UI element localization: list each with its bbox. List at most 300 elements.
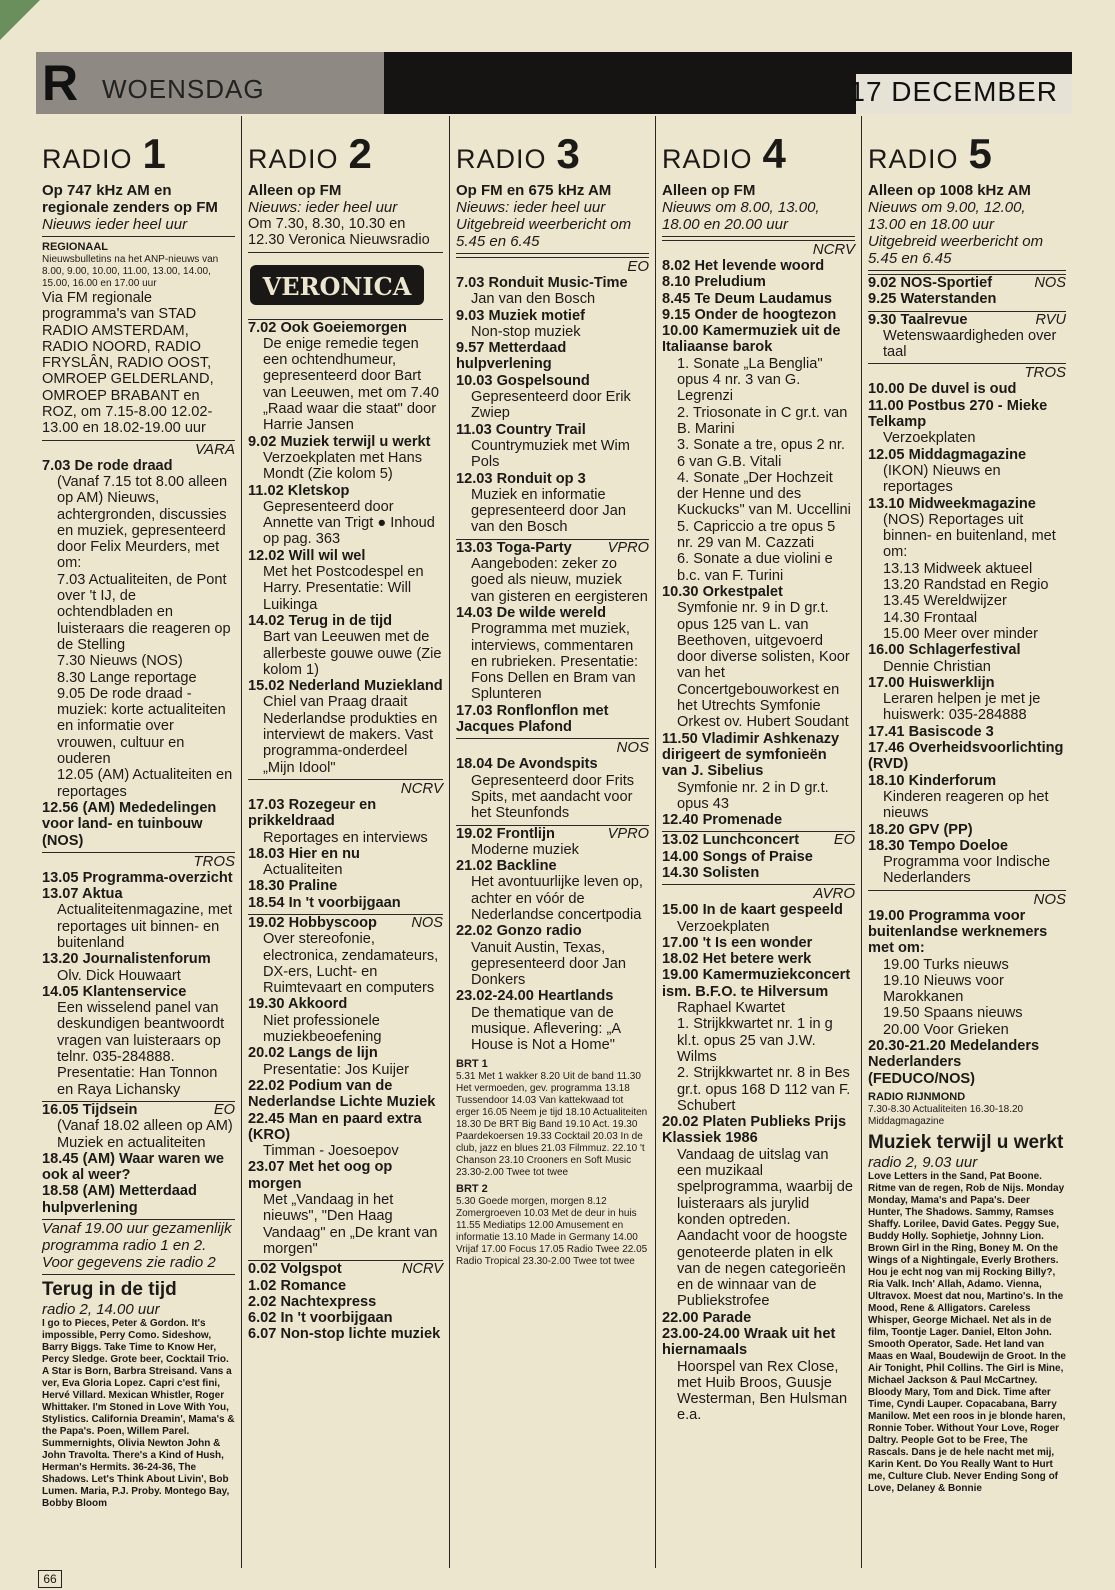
broadcaster-label: NOS bbox=[456, 738, 649, 756]
program-entry bbox=[248, 797, 443, 846]
program-entry bbox=[868, 642, 1066, 675]
program-description: Met „Vandaag in het nieuws", "Den Haag Vandaag" en „De krant van morgen" bbox=[263, 1192, 438, 1257]
program-entry bbox=[456, 858, 649, 923]
program-title: 9.02 Muziek terwijl u werkt bbox=[248, 433, 431, 450]
date-label: 17 DECEMBER bbox=[849, 76, 1058, 107]
program-title: 1.02 Romance bbox=[248, 1277, 347, 1294]
program-title: 14.05 Klantenservice bbox=[42, 983, 187, 1000]
program-description: (NOS) Reportages uit binnen- en buitenland, met om: bbox=[883, 511, 1056, 561]
program-title-row bbox=[868, 275, 1066, 291]
program-entry bbox=[456, 923, 649, 988]
broadcaster-label: TROS bbox=[42, 852, 235, 870]
program-entry bbox=[868, 447, 1066, 496]
regionaal-text: Via FM regionale programma's van STAD RADIO AMSTERDAM, RADIO NOORD, RADIO FRYSLÂN, RADIO OOST, OMROEP GELDERLAND, OMROEP BRABANT en ROZ, om 7.15-8.00 12.02-13.00 en 18.02-19.00 uur bbox=[42, 290, 214, 437]
program-title: 17.00 't Is een wonder bbox=[662, 934, 813, 951]
program-title: 12.40 Promenade bbox=[662, 812, 783, 829]
program-title: 2.02 Nachtexpress bbox=[248, 1293, 377, 1310]
program-description: De enige remedie tegen een ochtendhumeur, gepresenteerd door Bart van Leeuwen, met om 7.40 „Raad waar die staat" door Harrie Jansen bbox=[263, 335, 440, 434]
program-entry bbox=[662, 1310, 855, 1326]
program-title: 17.03 Ronflonflon met Jacques Plafond bbox=[456, 702, 609, 736]
program-entry bbox=[248, 613, 443, 678]
program-entry bbox=[248, 1261, 443, 1277]
news-note: Om 7.30, 8.30, 10.30 en 12.30 Veronica Nieuwsradio bbox=[248, 216, 430, 249]
program-entry bbox=[662, 935, 855, 951]
program-title: 22.02 Podium van de Nederlandse Lichte Muziek bbox=[248, 1077, 436, 1111]
radio-title-number: 2 bbox=[348, 130, 372, 177]
program-description: Olv. Dick Houwaart bbox=[57, 967, 181, 984]
program-description: Met het Postcodespel en Harry. Presentatie: Will Luikinga bbox=[263, 564, 424, 613]
program-description: Leraren helpen je met je huiswerk: 035-284888 bbox=[883, 691, 1041, 724]
program-description: Verzoekplaten met Hans Mondt (Zie kolom 5) bbox=[263, 449, 422, 483]
broadcaster-label: TROS bbox=[868, 363, 1066, 381]
radio-title-word: RADIO bbox=[42, 144, 133, 174]
program-title: 11.02 Kletskop bbox=[248, 482, 350, 499]
radio-logo-letter: R bbox=[42, 55, 79, 111]
program-entry bbox=[42, 670, 235, 686]
program-title: 18.30 Praline bbox=[248, 878, 338, 895]
frequency-info: Alleen op FM bbox=[248, 182, 342, 199]
program-entry bbox=[662, 1114, 855, 1310]
program-description: Programma voor Indische Nederlanders bbox=[883, 854, 1051, 887]
program-title: 18.20 GPV (PP) bbox=[868, 821, 973, 838]
program-entry bbox=[868, 496, 1066, 561]
column-radio-1 bbox=[36, 116, 242, 1568]
program-entry bbox=[662, 865, 855, 881]
program-entry bbox=[456, 703, 649, 736]
program-description: Raphael Kwartet 1. Strijkkwartet nr. 1 in g kl.t. opus 25 van J.W. Wilms 2. Strijkkwartet nr. 8 in Bes gr.t. opus 168 D 112 van F. Schubert bbox=[677, 1000, 851, 1114]
program-description: 19.00 Turks nieuws 19.10 Nieuws voor Marokkanen 19.50 Spaans nieuws 20.00 Voor Grieken bbox=[883, 956, 1023, 1038]
program-entry bbox=[868, 838, 1066, 887]
program-entry bbox=[868, 908, 1066, 1038]
broadcaster-tag: EO bbox=[213, 1101, 235, 1118]
program-description: 9.05 De rode draad - muziek: korte actualiteiten en informatie over vrouwen, cultuur en ouderen bbox=[57, 685, 226, 768]
program-title: 19.02 Hobbyscoop bbox=[248, 914, 377, 931]
program-description: Reportages en interviews bbox=[263, 829, 428, 846]
program-description: Gepresenteerd door Frits Spits, met aandacht voor het Steunfonds bbox=[471, 772, 635, 822]
playlist-title: Terug in de tijd bbox=[42, 1279, 177, 1301]
program-title: 12.05 Middagmagazine bbox=[868, 446, 1027, 463]
joint-program-note: Vanaf 19.00 uur gezamenlijk programma radio 1 en 2. Voor gegevens zie radio 2 bbox=[42, 1219, 235, 1275]
program-description: (IKON) Nieuws en reportages bbox=[883, 462, 1001, 496]
broadcaster-tag: EO bbox=[833, 832, 855, 849]
news-info: Nieuws: ieder heel uur bbox=[248, 199, 398, 216]
program-title: 12.56 (AM) Mededelingen voor land- en tuinbouw (NOS) bbox=[42, 799, 217, 849]
program-title-row bbox=[248, 915, 443, 931]
station-info bbox=[248, 182, 443, 253]
radio-title bbox=[662, 116, 855, 180]
program-title: 18.02 Het betere werk bbox=[662, 951, 812, 968]
program-description: Een wisselend panel van deskundigen beantwoordt vragen van luisteraars op telnr. 035-284888. Presentatie: Han Tonnon en Raya Lichansky bbox=[57, 1000, 225, 1098]
program-entry bbox=[868, 312, 1066, 361]
program-title: 10.00 De duvel is oud bbox=[868, 381, 1017, 398]
page-header bbox=[36, 52, 1072, 114]
frequency-info: Alleen op 1008 kHz AM bbox=[868, 182, 1031, 199]
program-description: 7.03 Actualiteiten, de Pont over 't IJ, de ochtendbladen en luisteraars die reageren op de Stelling bbox=[57, 571, 231, 653]
program-title: 9.02 NOS-Sportief bbox=[868, 275, 993, 291]
news-info: Nieuws om 9.00, 12.00, 13.00 en 18.00 uur Uitgebreid weerbericht om 5.45 en 6.45 bbox=[868, 199, 1044, 267]
program-title: 18.54 In 't voorbijgaan bbox=[248, 894, 401, 911]
program-description: Vanuit Austin, Texas, gepresenteerd door Jan Donkers bbox=[471, 939, 626, 989]
program-title: 18.03 Hier en nu bbox=[248, 845, 360, 862]
program-title: 10.00 Kamermuziek uit de Italiaanse barok bbox=[662, 323, 841, 356]
program-entry bbox=[248, 1111, 443, 1160]
program-entry bbox=[248, 434, 443, 483]
program-title: 22.02 Gonzo radio bbox=[456, 923, 582, 940]
station-info bbox=[868, 182, 1066, 271]
program-title: 19.02 Frontlijn bbox=[456, 825, 555, 842]
program-title: 6.07 Non-stop lichte muziek bbox=[248, 1326, 441, 1343]
program-title: 11.50 Vladimir Ashkenazy dirigeert de symfonieën van J. Sibelius bbox=[662, 730, 840, 780]
program-description: Bart van Leeuwen met de allerbeste gouwe ouwe (Zie kolom 1) bbox=[263, 629, 442, 678]
brt2-schedule: 5.30 Goede morgen, morgen 8.12 Zomergroeven 10.03 Met de deur in huis 11.55 Mediatips 12.00 Amusement en informatie 13.10 Made in Germany 14.00 Vrijaf 17.00 Focus 17.05 Radio Twee 22.05 Radio Tropical 23.30-2.00 Twee tot twee bbox=[456, 1195, 648, 1267]
program-title: 6.02 In 't voorbijgaan bbox=[248, 1310, 393, 1327]
broadcaster-tag: VPRO bbox=[607, 539, 649, 556]
column-radio-5 bbox=[862, 116, 1072, 1568]
frequency-info: Op 747 kHz AM en regionale zenders op FM bbox=[42, 182, 218, 216]
program-description: Verzoekplaten bbox=[677, 918, 770, 935]
program-title: 14.02 Terug in de tijd bbox=[248, 612, 393, 629]
program-entry bbox=[248, 1078, 443, 1111]
playlist-text: I go to Pieces, Peter & Gordon. It's impossible, Perry Como. Sideshow, Barry Biggs. Take Time to Know Her, Percy Sledge. Grote beer, Cocktail Trio. A Star is Born, Barbra Streisand. Vans a ver, Eva Gloria Lopez. Capri c'est fini, Hervé Villard. Mexican Whistler, Roger Whittaker. I'm Stoned in Love With You, Stylistics. California Dreamin', Mama's & the Papa's. Poen, Willem Parel. Summernights, Olivia Newton John & John Travolta. There's a Kind of Hush, Herman's Hermits. 36-24-36, The Shadows. Let's Think About Livin', Bob Lumen. Maria, P.J. Proby. Montego Bay, Bobby Bloom bbox=[42, 1318, 235, 1510]
program-description: Actualiteitenmagazine, met reportages uit binnen- en buitenland bbox=[57, 902, 233, 951]
program-entry bbox=[662, 812, 855, 828]
program-title-row bbox=[456, 826, 649, 842]
program-title: 21.02 Backline bbox=[456, 858, 557, 875]
program-title: 18.04 De Avondspits bbox=[456, 756, 598, 773]
program-entry bbox=[456, 422, 649, 471]
broadcaster-label: EO bbox=[456, 257, 649, 275]
program-title: 7.03 Ronduit Music-Time bbox=[456, 275, 628, 291]
program-description: Presentatie: Jos Kuijer bbox=[263, 1061, 410, 1078]
program-description: 1. Sonate „La Benglia" opus 4 nr. 3 van G. Legrenzi 2. Triosonate in C gr.t. van B. Marini 3. Sonate a tre, opus 2 nr. 6 van G.B. Vitali 4. Sonate „Der Hochzeit der Henne und des Kuckucks" van M. Uccellini 5. Capriccio a tre opus 5 nr. 29 van M. Cazzati 6. Sonate a due violini e b.c. van F. Turini bbox=[677, 355, 851, 584]
program-title: 15.00 In de kaart gespeeld bbox=[662, 902, 843, 919]
program-description: Actualiteiten bbox=[263, 862, 343, 879]
program-title: 18.58 (AM) Metterdaad hulpverlening bbox=[42, 1183, 197, 1216]
broadcaster-label: NCRV bbox=[248, 779, 443, 797]
program-title: 20.02 Platen Publieks Prijs Klassiek 1986 bbox=[662, 1114, 847, 1147]
program-entry bbox=[868, 822, 1066, 838]
column-radio-2 bbox=[242, 116, 450, 1568]
playlist-subtitle: radio 2, 9.03 uur bbox=[868, 1153, 978, 1171]
program-title: 10.30 Orkestpalet bbox=[662, 583, 783, 600]
program-entry bbox=[248, 915, 443, 996]
program-title-row bbox=[248, 1261, 443, 1277]
day-label: WOENSDAG bbox=[102, 74, 265, 104]
program-entry bbox=[42, 686, 235, 767]
column-radio-4 bbox=[656, 116, 862, 1568]
program-description: Countrymuziek met Wim Pols bbox=[471, 437, 630, 471]
program-title: 9.25 Waterstanden bbox=[868, 291, 997, 308]
playlist-subtitle: radio 2, 14.00 uur bbox=[42, 1301, 160, 1319]
program-title: 0.02 Volgspot bbox=[248, 1261, 342, 1278]
program-entry bbox=[868, 1038, 1066, 1087]
program-description: Non-stop muziek bbox=[471, 323, 581, 340]
program-entry bbox=[248, 1294, 443, 1310]
regionaal-news: Nieuwsbulletins na het ANP-nieuws van 8.00, 9.00, 10.00, 11.00, 13.00, 14.00, 15.00, 16.00 en 17.00 uur bbox=[42, 254, 219, 289]
program-entry bbox=[662, 274, 855, 290]
program-title-row bbox=[42, 1102, 235, 1118]
program-title: 16.05 Tijdsein bbox=[42, 1101, 138, 1118]
program-entry bbox=[248, 895, 443, 911]
program-title-row bbox=[662, 832, 855, 848]
program-entry bbox=[248, 996, 443, 1045]
program-description: Chiel van Praag draait Nederlandse produkties en interviewt de makers. Vast programma-onderdeel „Mijn Idool" bbox=[263, 694, 438, 776]
program-title-row bbox=[456, 540, 649, 556]
program-entry bbox=[868, 740, 1066, 773]
program-title: 7.03 De rode draad bbox=[42, 457, 173, 474]
program-title: 16.00 Schlagerfestival bbox=[868, 642, 1021, 659]
program-description: Gepresenteerd door Annette van Trigt ● Inhoud op pag. 363 bbox=[263, 498, 435, 548]
program-description: Muziek en informatie gepresenteerd door Jan van den Bosch bbox=[471, 486, 626, 536]
program-entry bbox=[42, 800, 235, 849]
program-entry bbox=[456, 275, 649, 308]
program-entry bbox=[456, 988, 649, 1053]
radio-title-number: 4 bbox=[762, 130, 786, 177]
station-info bbox=[456, 182, 649, 254]
brt1-schedule: 5.31 Met 1 wakker 8.20 Uit de band 11.30 Het vermoeden, gev. programma 13.18 Tussendoor 14.03 Van kattekwaad tot erger 16.05 Neem je tijd 18.10 Actualiteiten 18.30 De BRT Big Band 19.10 Act. 19.30 Paardekoersen 19.33 Cocktail 20.03 In de club, jazz en blues 21.03 Filmmuz. 22.10 't Chanson 23.10 Crooners en Soft Music 23.30-2.00 Twee tot twee bbox=[456, 1070, 648, 1178]
program-description: 12.05 (AM) Actualiteiten en reportages bbox=[57, 767, 233, 800]
program-description: Gepresenteerd door Erik Zwiep bbox=[471, 389, 631, 422]
program-description: Kinderen reageren op het nieuws bbox=[883, 788, 1049, 822]
program-entry bbox=[456, 471, 649, 536]
program-entry bbox=[42, 984, 235, 1098]
program-entry bbox=[42, 458, 235, 572]
program-title: 19.00 Programma voor buitenlandse werknemers met om: bbox=[868, 907, 1048, 957]
program-entry bbox=[662, 1326, 855, 1424]
broadcaster-tag: NCRV bbox=[401, 1261, 443, 1278]
program-description: Symfonie nr. 2 in D gr.t. opus 43 bbox=[677, 779, 829, 812]
page-corner bbox=[0, 0, 40, 40]
program-entry bbox=[868, 291, 1066, 307]
program-title: 22.45 Man en paard extra (KRO) bbox=[248, 1110, 422, 1143]
program-entry bbox=[456, 308, 649, 341]
program-title: 20.30-21.20 Medelanders Nederlanders (FEDUCO/NOS) bbox=[868, 1038, 1040, 1087]
program-title: 17.46 Overheidsvoorlichting (RVD) bbox=[868, 740, 1064, 773]
program-entry bbox=[662, 323, 855, 584]
frequency-info: Op FM en 675 kHz AM bbox=[456, 182, 612, 199]
program-title: 14.30 Solisten bbox=[662, 864, 760, 881]
program-title: 18.45 (AM) Waar waren we ook al weer? bbox=[42, 1150, 224, 1184]
broadcaster-label: NCRV bbox=[662, 240, 855, 258]
program-entry bbox=[868, 724, 1066, 740]
radio-title-word: RADIO bbox=[248, 144, 339, 174]
program-title: 12.03 Ronduit op 3 bbox=[456, 470, 586, 487]
program-description: Dennie Christian bbox=[883, 658, 991, 675]
program-entry bbox=[868, 675, 1066, 724]
news-info: Nieuws om 8.00, 13.00, 18.00 en 20.00 uur bbox=[662, 199, 820, 233]
program-entry bbox=[42, 951, 235, 984]
program-entry bbox=[42, 1183, 235, 1216]
program-description: Het avontuurlijke leven op, achter en vóór de Nederlandse concertpodia bbox=[471, 874, 643, 923]
station-info bbox=[662, 182, 855, 237]
news-info: Nieuws: ieder heel uur Uitgebreid weerbericht om 5.45 en 6.45 bbox=[456, 199, 632, 250]
program-title: 18.10 Kinderforum bbox=[868, 772, 997, 789]
program-entry bbox=[42, 886, 235, 951]
program-title-row bbox=[868, 312, 1066, 328]
radio-title bbox=[456, 116, 649, 180]
rijnmond-schedule: 7.30-8.30 Actualiteiten 16.30-18.20 Middagmagazine bbox=[868, 1103, 1024, 1127]
playlist-title: Muziek terwijl u werkt bbox=[868, 1131, 1064, 1153]
program-description: Niet professionele muziekbeoefening bbox=[263, 1012, 382, 1046]
program-title: 13.10 Midweekmagazine bbox=[868, 495, 1036, 512]
program-description: 7.30 Nieuws (NOS) bbox=[57, 653, 183, 670]
program-entry bbox=[662, 307, 855, 323]
regionaal-heading: REGIONAAL bbox=[42, 241, 108, 253]
radio-title bbox=[868, 116, 1066, 180]
program-entry bbox=[868, 381, 1066, 397]
program-entry bbox=[662, 967, 855, 1114]
program-entry bbox=[662, 951, 855, 967]
program-entry bbox=[456, 373, 649, 422]
program-title: 20.02 Langs de lijn bbox=[248, 1045, 378, 1062]
program-entry bbox=[42, 870, 235, 886]
broadcaster-tag: RVU bbox=[1035, 311, 1066, 328]
page-number: 66 bbox=[38, 1570, 62, 1588]
program-title: 23.07 Met het oog op morgen bbox=[248, 1159, 393, 1192]
program-title: 13.03 Toga-Party bbox=[456, 539, 572, 556]
program-title: 22.00 Parade bbox=[662, 1309, 752, 1326]
program-title: 8.10 Preludium bbox=[662, 274, 766, 291]
program-title: 11.00 Postbus 270 - Mieke Telkamp bbox=[868, 397, 1048, 431]
veronica-logo-text: VERONICA bbox=[262, 271, 412, 301]
program-entry bbox=[248, 1045, 443, 1078]
program-entry bbox=[248, 678, 443, 776]
program-description: Programma met muziek, interviews, commentaren en rubrieken. Presentatie: Fons Dellen en Bram van Splunteren bbox=[471, 621, 639, 703]
program-entry bbox=[662, 849, 855, 865]
program-title: 9.57 Metterdaad hulpverlening bbox=[456, 340, 567, 373]
program-entry bbox=[248, 548, 443, 613]
columns bbox=[36, 116, 1072, 1568]
broadcaster-label: NOS bbox=[868, 890, 1066, 908]
program-entry bbox=[868, 561, 1066, 642]
station-info bbox=[42, 182, 235, 237]
program-title: 18.30 Tempo Doeloe bbox=[868, 837, 1009, 854]
program-entry bbox=[662, 832, 855, 848]
program-title: 19.30 Akkoord bbox=[248, 996, 348, 1013]
program-description: Verzoekplaten bbox=[883, 430, 976, 447]
program-description: Jan van den Bosch bbox=[471, 291, 596, 308]
program-title: 12.02 Will wil wel bbox=[248, 547, 366, 564]
program-description: (Vanaf 7.15 tot 8.00 alleen op AM) Nieuws, achtergronden, discussies en muziek, gepresenteerd door Felix Meurders, met om: bbox=[57, 473, 228, 572]
program-title: 13.07 Aktua bbox=[42, 886, 123, 903]
radio-title bbox=[248, 116, 443, 180]
broadcaster-label: AVRO bbox=[662, 884, 855, 902]
broadcaster-tag: NOS bbox=[1034, 275, 1066, 291]
program-title: 8.02 Het levende woord bbox=[662, 258, 825, 274]
program-entry bbox=[456, 756, 649, 821]
program-description: Over stereofonie, electronica, zendamateurs, DX-ers, Lucht- en Ruimtevaart en computers bbox=[263, 931, 439, 997]
news-info: Nieuws ieder heel uur bbox=[42, 216, 188, 233]
radio-title-word: RADIO bbox=[868, 144, 959, 174]
program-title: 23.00-24.00 Wraak uit het hiernamaals bbox=[662, 1326, 836, 1359]
program-title: 8.45 Te Deum Laudamus bbox=[662, 290, 833, 307]
program-entry bbox=[662, 258, 855, 274]
radio-title-word: RADIO bbox=[662, 144, 753, 174]
program-description: Hoorspel van Rex Close, met Huib Broos, Guusje Westerman, Ben Hulsman e.a. bbox=[677, 1358, 848, 1424]
program-entry bbox=[248, 846, 443, 879]
program-entry bbox=[248, 1159, 443, 1257]
program-entry bbox=[662, 902, 855, 935]
radio-title-number: 3 bbox=[556, 130, 580, 177]
column-radio-3 bbox=[450, 116, 656, 1568]
brt2-heading: BRT 2 bbox=[456, 1182, 488, 1195]
brt1-heading: BRT 1 bbox=[456, 1057, 488, 1070]
tv-guide-page bbox=[36, 52, 1072, 1570]
program-title: 14.00 Songs of Praise bbox=[662, 848, 813, 865]
program-description: (Vanaf 18.02 alleen op AM) Muziek en actualiteiten bbox=[57, 1118, 233, 1151]
program-description: De thematique van de musique. Aflevering: „A House is Not a Home" bbox=[471, 1004, 621, 1054]
program-description: Vandaag de uitslag van een muzikaal spelprogramma, waarbij de luisteraars als jurylid konden optreden. Aandacht voor de hoogste genoteerde platen in elk van de negen categorieën en de winnaar van de Publiekstrofee bbox=[677, 1146, 854, 1310]
program-description: Symfonie nr. 9 in D gr.t. opus 125 van L. van Beethoven, uitgevoerd door diverse solisten, Koor van het Concertgebouworkest en het Utrechts Symfonie Orkest ov. Hubert Soudant bbox=[677, 600, 850, 731]
veronica-logo bbox=[248, 259, 426, 311]
program-title: 10.03 Gospelsound bbox=[456, 372, 590, 389]
program-entry bbox=[248, 1310, 443, 1326]
program-entry bbox=[248, 878, 443, 894]
program-entry bbox=[248, 483, 443, 548]
broadcaster-tag: NOS bbox=[411, 914, 443, 931]
program-title: 17.00 Huiswerklijn bbox=[868, 674, 995, 691]
broadcaster-tag: VPRO bbox=[607, 825, 649, 842]
program-entry bbox=[42, 572, 235, 653]
program-entry bbox=[662, 731, 855, 812]
program-title: 17.03 Rozegeur en prikkeldraad bbox=[248, 796, 377, 830]
rijnmond-heading: RADIO RIJNMOND bbox=[868, 1090, 966, 1103]
program-description: 8.30 Lange reportage bbox=[57, 669, 197, 686]
program-entry bbox=[662, 584, 855, 731]
radio-title-number: 1 bbox=[142, 130, 166, 177]
program-title: 9.30 Taalrevue bbox=[868, 311, 968, 328]
program-entry bbox=[868, 398, 1066, 447]
broadcaster-label: VARA bbox=[42, 440, 235, 458]
program-title: 7.02 Ook Goeiemorgen bbox=[248, 319, 407, 336]
program-entry bbox=[42, 767, 235, 800]
program-title: 23.02-24.00 Heartlands bbox=[456, 988, 614, 1005]
program-entry bbox=[42, 1102, 235, 1151]
radio-title-number: 5 bbox=[968, 130, 992, 177]
radio-title bbox=[42, 116, 235, 180]
program-title: 11.03 Country Trail bbox=[456, 421, 586, 438]
program-entry bbox=[662, 291, 855, 307]
program-title: 9.15 Onder de hoogtezon bbox=[662, 306, 837, 323]
program-title: 13.05 Programma-overzicht bbox=[42, 869, 233, 886]
program-title: 14.03 De wilde wereld bbox=[456, 604, 607, 621]
program-entry bbox=[248, 320, 443, 434]
radio-title-word: RADIO bbox=[456, 144, 547, 174]
program-description: Wetenswaardigheden over taal bbox=[883, 327, 1057, 361]
program-description: Timman - Joesoepov bbox=[263, 1143, 399, 1160]
playlist-text: Love Letters in the Sand, Pat Boone. Ritme van de regen, Rob de Nijs. Monday Monday, Mama's and Papa's. Deer Hunter, The Shadows. Sammy, Ramses Shaffy. Lorilee, David Gates. Peggy Sue, Buddy Holly. Sophietje, Johnny Lion. Brown Girl in the Ring, Boney M. On the Wings of a Nightingale, Everly Brothers. Hou je echt nog van mij Rocking Billy?, Ria Valk. Inch' Allah, Adamo. Vienna, Ultravox. Moest dat nou, Martino's. In the Mood, Rene & Alligators. Careless Whisper, George Michael. Net als in de film, Toontje Lager. Daniel, Elton John. Smooth Operator, Sade. Het land van Maas en Waal, Boudewijn de Groot. In the Air Tonight, Phil Collins. The Girl is Mine, Michael Jackson & Paul McCartney. Bloody Mary, Tom and Dick. Time after Time, Cyndi Lauper. Copacabana, Barry Manilow. Met een roos in je blonde haren, Ronnie Tober. Without Your Love, Roger Daltry. People Got to be Free, The Rascals. Dans je de hele nacht met mij, Karin Kent. Do You Really Want to Hurt me, Culture Club. Never Ending Song of Love, Delaney & Bonnie bbox=[868, 1170, 1066, 1494]
program-entry bbox=[868, 773, 1066, 822]
program-title: 17.41 Basiscode 3 bbox=[868, 723, 994, 740]
program-entry bbox=[456, 605, 649, 703]
program-title: 13.20 Journalistenforum bbox=[42, 951, 211, 968]
program-description: 13.13 Midweek aktueel 13.20 Randstad en Regio 13.45 Wereldwijzer 14.30 Frontaal 15.00 Meer over minder bbox=[883, 560, 1049, 642]
program-entry bbox=[456, 826, 649, 859]
program-title: 9.03 Muziek motief bbox=[456, 307, 585, 324]
program-title: 19.00 Kamermuziekconcert ism. B.F.O. te Hilversum bbox=[662, 967, 851, 1000]
program-description: Aangeboden: zeker zo goed als nieuw, muziek van gisteren en eergisteren bbox=[471, 556, 648, 605]
program-entry bbox=[42, 1151, 235, 1184]
program-entry bbox=[456, 540, 649, 605]
program-entry bbox=[868, 275, 1066, 291]
program-entry bbox=[456, 340, 649, 373]
program-description: Moderne muziek bbox=[471, 841, 579, 858]
frequency-info: Alleen op FM bbox=[662, 182, 756, 199]
program-entry bbox=[248, 1278, 443, 1294]
program-entry bbox=[42, 653, 235, 669]
program-title: 13.02 Lunchconcert bbox=[662, 832, 800, 849]
program-entry bbox=[248, 1326, 443, 1342]
